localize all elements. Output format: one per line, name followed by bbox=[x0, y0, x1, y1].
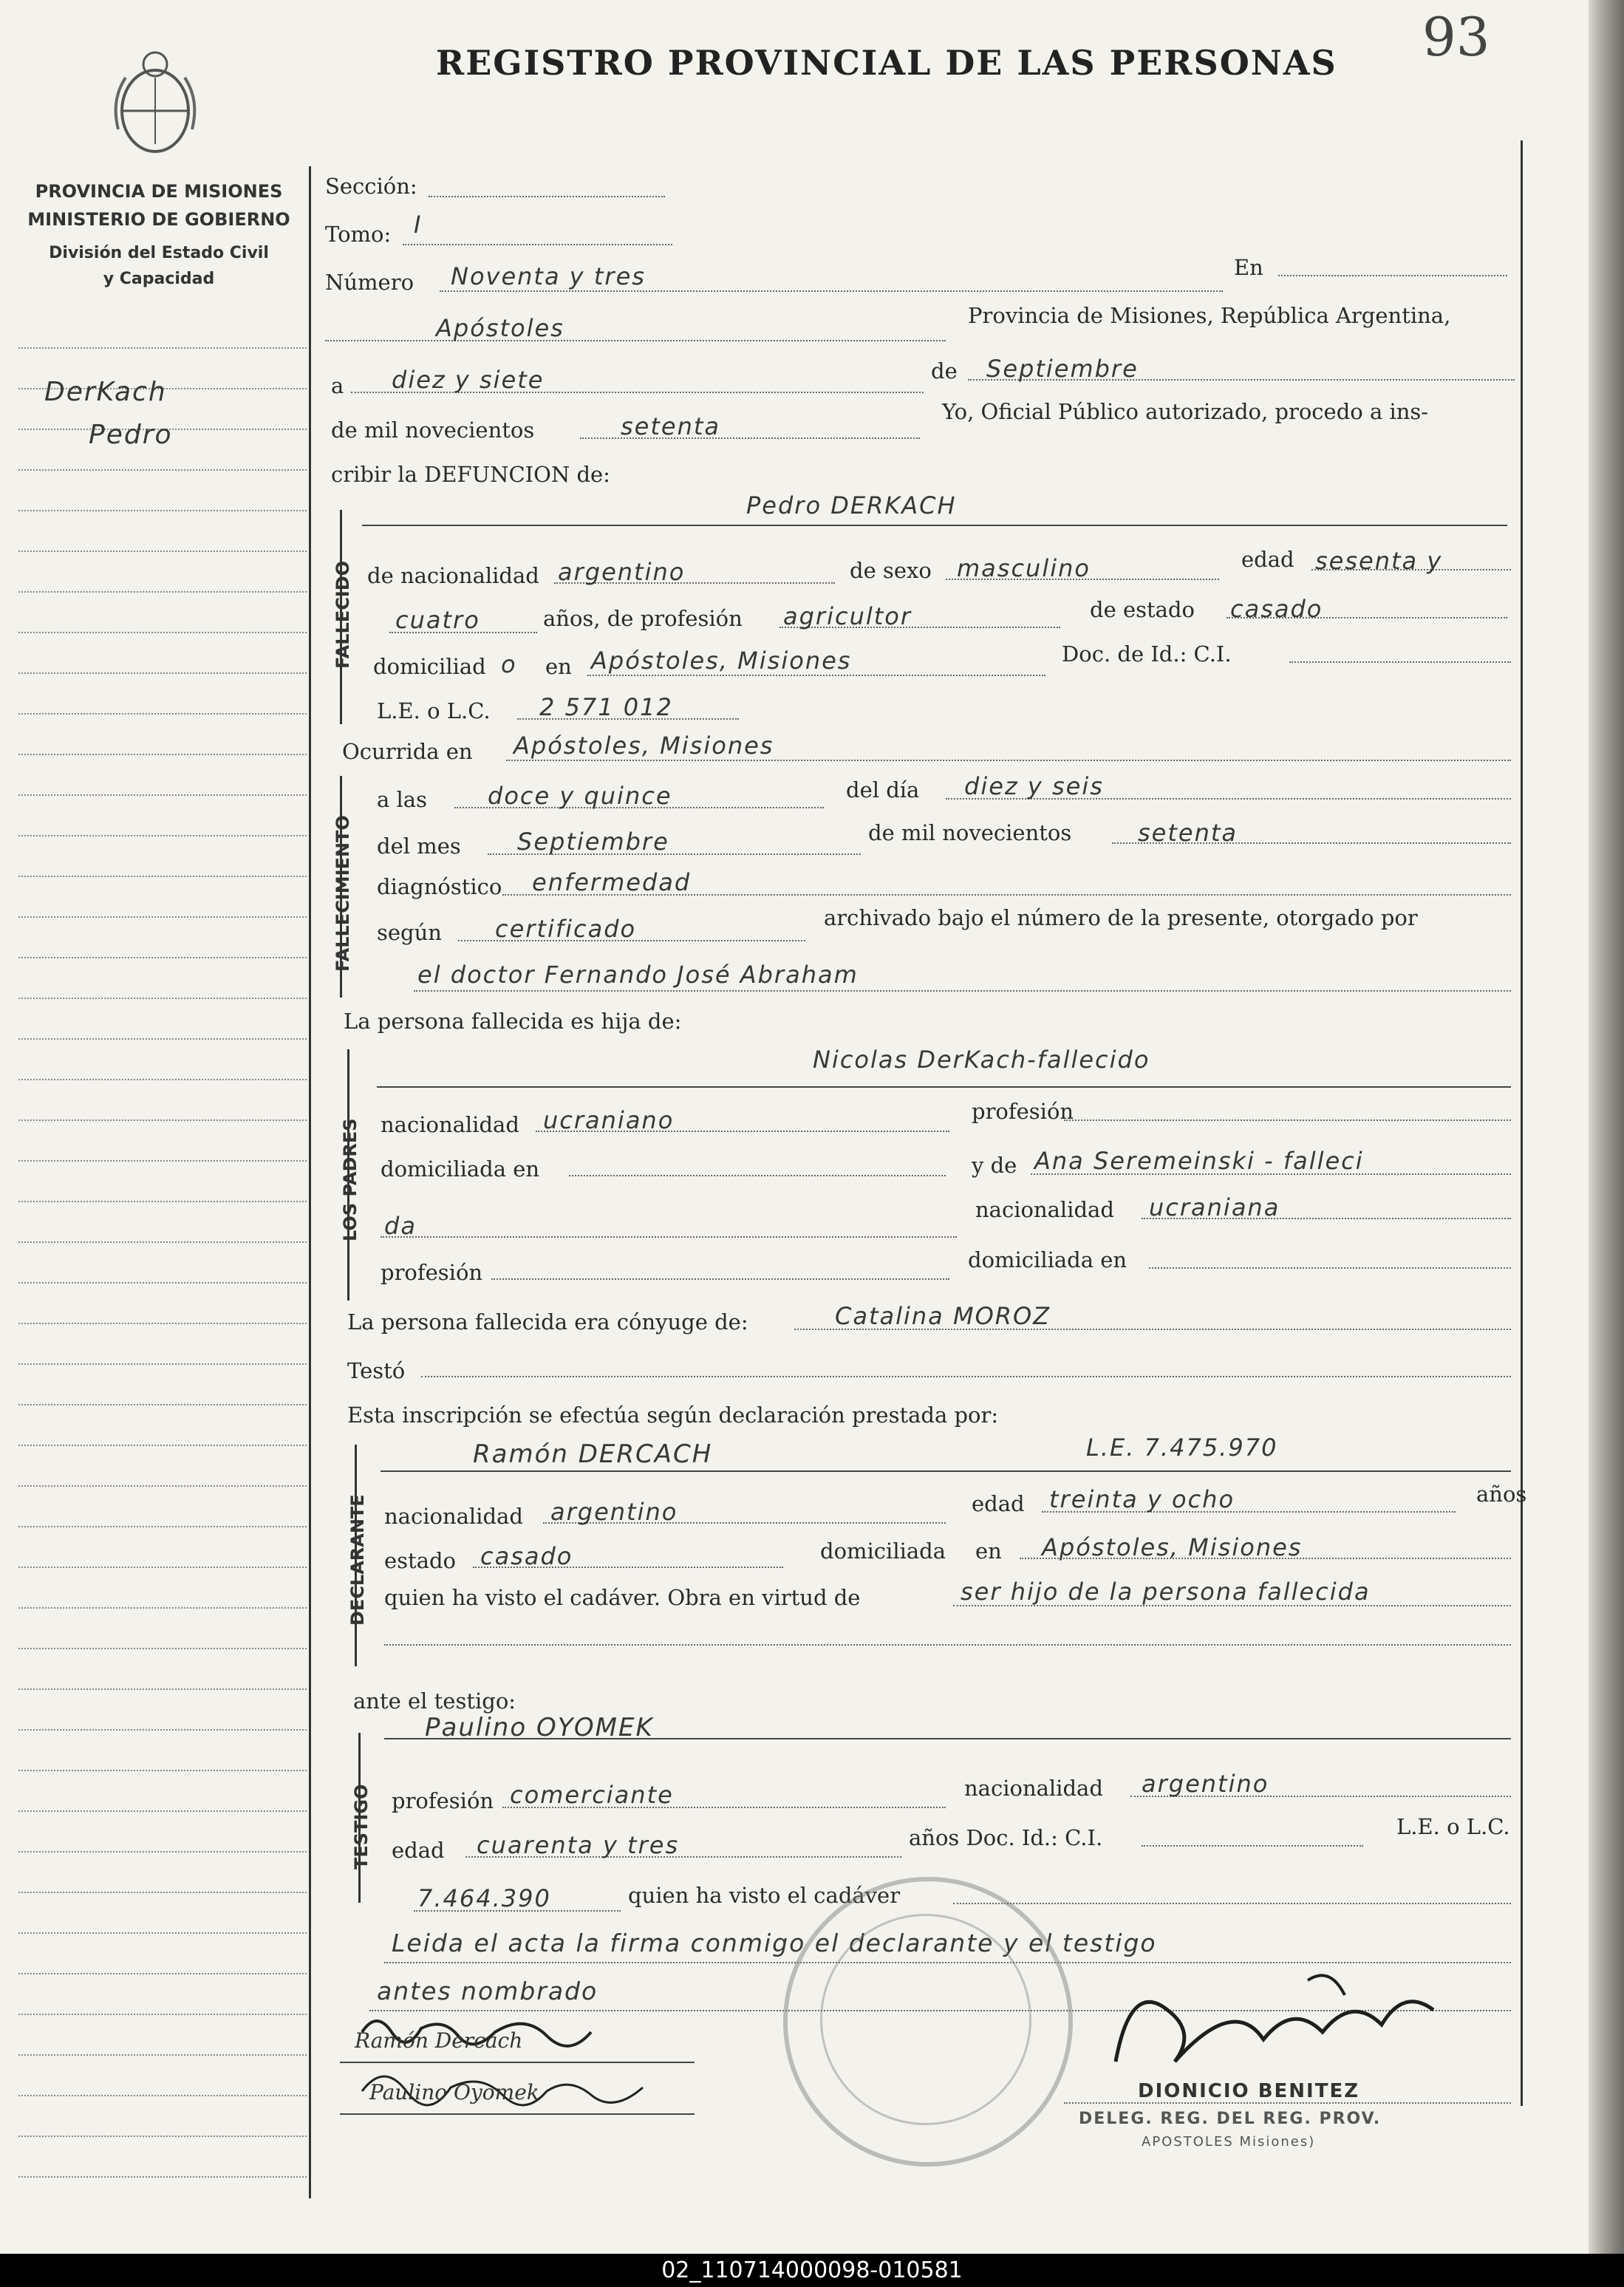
testigo-le-label: L.E. o L.C. bbox=[1396, 1814, 1510, 1839]
madre-name: Ana Seremeinski - falleci bbox=[1034, 1147, 1364, 1175]
de-mil-fallec-label: de mil novecientos bbox=[868, 820, 1072, 845]
ocurrida-field bbox=[506, 760, 1511, 761]
de-mil-label: de mil novecientos bbox=[331, 417, 535, 443]
image-footer-id: 02_110714000098-010581 bbox=[0, 2254, 1624, 2287]
margin-surname: DerKach bbox=[44, 377, 167, 407]
cribir-label: cribir la DEFUNCION de: bbox=[331, 462, 610, 487]
seccion-label: Sección: bbox=[325, 174, 417, 199]
declarante-en-label: en bbox=[975, 1538, 1002, 1564]
en-label: En bbox=[1234, 255, 1263, 280]
madre-domicilio-label: domiciliada en bbox=[968, 1247, 1127, 1272]
coat-of-arms-icon bbox=[103, 48, 207, 159]
right-frame-line bbox=[1521, 140, 1523, 2106]
declarante-anos-label: años bbox=[1476, 1482, 1527, 1507]
testigo-signature-text: Paulino Oyomek bbox=[369, 2080, 539, 2104]
declarante-virtud-value: ser hijo de la persona fallecida bbox=[961, 1578, 1371, 1606]
padre-name: Nicolas DerKach-fallecido bbox=[813, 1046, 1150, 1074]
official-title: DELEG. REG. DEL REG. PROV. bbox=[1079, 2110, 1382, 2128]
madre-nacionalidad-value: ucraniana bbox=[1149, 1193, 1280, 1221]
segun-value: certificado bbox=[495, 915, 637, 943]
del-mes-label: del mes bbox=[377, 834, 461, 859]
edad-value-a: sesenta y bbox=[1315, 547, 1443, 575]
testigo-visto-label: quien ha visto el cadáver bbox=[628, 1883, 901, 1908]
page-number: 93 bbox=[1422, 6, 1490, 68]
madre-profesion-field bbox=[491, 1278, 949, 1280]
testigo-profesion-value: comerciante bbox=[510, 1781, 674, 1809]
diagnostico-value: enfermedad bbox=[532, 868, 692, 896]
declarante-domicilio-value: Apóstoles, Misiones bbox=[1042, 1533, 1303, 1561]
madre-suffix: da bbox=[384, 1212, 417, 1240]
document-title: REGISTRO PROVINCIAL DE LAS PERSONAS bbox=[436, 43, 1337, 83]
division-subname: y Capacidad bbox=[103, 270, 215, 288]
nacionalidad-value: argentino bbox=[558, 558, 686, 586]
fallecido-name: Pedro DERKACH bbox=[746, 491, 957, 519]
anio-fallec-value: setenta bbox=[1138, 819, 1238, 847]
conyuge-label: La persona fallecida era cónyuge de: bbox=[347, 1309, 748, 1335]
book-spine bbox=[1589, 0, 1624, 2254]
signature-line-1 bbox=[340, 2062, 695, 2063]
ministry-name: MINISTERIO DE GOBIERNO bbox=[27, 209, 290, 230]
testigo-doc-field bbox=[1142, 1845, 1363, 1847]
declarante-estado-value: casado bbox=[480, 1542, 573, 1570]
numero-value: Noventa y tres bbox=[451, 262, 646, 290]
a-label: a bbox=[331, 373, 344, 398]
del-dia-label: del día bbox=[846, 777, 920, 802]
ocurrida-label: Ocurrida en bbox=[342, 739, 473, 764]
tomo-label: Tomo: bbox=[325, 222, 392, 247]
anio-value: setenta bbox=[621, 412, 721, 440]
declarante-estado-label: estado bbox=[384, 1548, 457, 1573]
testigo-profesion-label: profesión bbox=[392, 1788, 494, 1813]
declarante-domicilio-label: domiciliada bbox=[820, 1538, 946, 1564]
lugar-field-line bbox=[325, 340, 946, 341]
le-label: L.E. o L.C. bbox=[377, 698, 491, 723]
margin-name: Pedro bbox=[89, 420, 173, 450]
padre-profesion-label: profesión bbox=[972, 1099, 1074, 1124]
a-las-label: a las bbox=[377, 787, 427, 812]
ante-testigo-label: ante el testigo: bbox=[353, 1688, 516, 1714]
testo-label: Testó bbox=[347, 1358, 406, 1383]
official-signature-line bbox=[1064, 2102, 1511, 2104]
official-seal-inner-ring bbox=[820, 1914, 1031, 2125]
en-field bbox=[1278, 275, 1507, 276]
declarante-edad-label: edad bbox=[972, 1491, 1025, 1516]
le-value: 2 571 012 bbox=[539, 693, 673, 721]
declarante-section-label: DECLARANTE bbox=[347, 1494, 368, 1626]
tomo-value: I bbox=[414, 211, 423, 239]
testigo-nacionalidad-label: nacionalidad bbox=[964, 1776, 1103, 1801]
seccion-field bbox=[429, 196, 665, 197]
declarante-nacionalidad-label: nacionalidad bbox=[384, 1504, 523, 1529]
padre-name-line bbox=[377, 1086, 1511, 1088]
de-label: de bbox=[931, 358, 958, 384]
padre-nacionalidad-label: nacionalidad bbox=[381, 1112, 519, 1137]
doc-id-field bbox=[1289, 661, 1511, 663]
fallecido-section-label: FALLECIDO bbox=[332, 560, 353, 669]
inscripcion-label: Esta inscripción se efectúa según declaración prestada por: bbox=[347, 1402, 999, 1428]
edad-label: edad bbox=[1241, 547, 1294, 572]
testigo-doc-number: 7.464.390 bbox=[417, 1884, 551, 1912]
testigo-name: Paulino OYOMEK bbox=[425, 1713, 654, 1742]
signature-line-2 bbox=[340, 2113, 695, 2115]
estado-value: casado bbox=[1230, 595, 1323, 623]
doctor-value: el doctor Fernando José Abraham bbox=[417, 961, 859, 989]
ocurrida-value: Apóstoles, Misiones bbox=[514, 732, 774, 760]
profesion-label: años, de profesión bbox=[543, 606, 743, 631]
hora-value: doce y quince bbox=[488, 782, 672, 810]
madre-suffix-field bbox=[381, 1236, 957, 1238]
y-de-label: y de bbox=[972, 1153, 1017, 1178]
declarante-name: Ramón DERCACH bbox=[473, 1439, 713, 1469]
edad-value-b: cuatro bbox=[395, 606, 480, 634]
declarante-name-line bbox=[381, 1470, 1511, 1472]
testigo-nacionalidad-value: argentino bbox=[1142, 1770, 1269, 1798]
provincia-label: Provincia de Misiones, República Argentina, bbox=[968, 303, 1451, 328]
domicilio-en-label: en bbox=[545, 654, 572, 679]
dia-fallec-value: diez y seis bbox=[964, 772, 1104, 800]
testigo-doc-label: años Doc. Id.: C.I. bbox=[909, 1825, 1103, 1850]
nacionalidad-label: de nacionalidad bbox=[367, 563, 539, 588]
fallecido-name-line bbox=[362, 525, 1507, 526]
sexo-value: masculino bbox=[957, 554, 1091, 582]
numero-field-line bbox=[440, 290, 1223, 292]
official-location: APOSTOLES Misiones) bbox=[1142, 2134, 1316, 2150]
madre-profesion-label: profesión bbox=[381, 1260, 483, 1285]
segun-label: según bbox=[377, 920, 442, 945]
testigo-edad-value: cuarenta y tres bbox=[477, 1831, 680, 1859]
padres-section-label: LOS PADRES bbox=[340, 1118, 361, 1241]
quien-visto-label: quien ha visto el cadáver. Obra en virtud de bbox=[384, 1585, 861, 1610]
domiciliad-label: domiciliad bbox=[373, 654, 486, 679]
doctor-field bbox=[414, 990, 1511, 992]
padre-domicilio-label: domiciliada en bbox=[381, 1156, 540, 1182]
closing-statement-1: Leida el acta la firma conmigo el declarante y el testigo bbox=[392, 1929, 1157, 1957]
declarante-edad-value: treinta y ocho bbox=[1049, 1485, 1235, 1513]
testigo-visto-field bbox=[953, 1903, 1511, 1904]
mes-value: Septiembre bbox=[986, 355, 1139, 383]
province-name: PROVINCIA DE MISIONES bbox=[35, 181, 283, 202]
hija-de-label: La persona fallecida es hija de: bbox=[344, 1009, 682, 1034]
conyuge-value: Catalina MOROZ bbox=[835, 1302, 1051, 1330]
oficial-label: Yo, Oficial Público autorizado, procedo a ins- bbox=[942, 399, 1429, 424]
testigo-edad-label: edad bbox=[392, 1838, 445, 1863]
declarante-signature-text: Ramón Dercach bbox=[355, 2028, 523, 2053]
profesion-value: agricultor bbox=[783, 602, 912, 630]
declarante-nacionalidad-value: argentino bbox=[550, 1498, 678, 1526]
tomo-field-line bbox=[403, 244, 672, 245]
sexo-label: de sexo bbox=[850, 558, 932, 583]
testigo-section-label: TESTIGO bbox=[351, 1784, 372, 1870]
official-name: DIONICIO BENITEZ bbox=[1138, 2080, 1360, 2102]
official-signature bbox=[1086, 1951, 1470, 2099]
declarante-extra-line bbox=[384, 1644, 1511, 1646]
mes-fallec-value: Septiembre bbox=[517, 828, 669, 856]
madre-domicilio-field bbox=[1149, 1267, 1511, 1269]
padre-profesion-field bbox=[1064, 1119, 1511, 1121]
domicilio-value: Apóstoles, Misiones bbox=[591, 647, 852, 675]
lugar-value: Apóstoles bbox=[436, 314, 564, 342]
estado-label: de estado bbox=[1090, 597, 1195, 622]
numero-label: Número bbox=[325, 270, 414, 295]
archivado-label: archivado bajo el número de la presente, otorgado por bbox=[824, 905, 1418, 930]
testo-field bbox=[421, 1376, 1511, 1377]
declarante-doc: L.E. 7.475.970 bbox=[1086, 1434, 1278, 1462]
domicilio-suffix: o bbox=[501, 650, 517, 678]
padre-nacionalidad-value: ucraniano bbox=[543, 1106, 675, 1134]
dia-value: diez y siete bbox=[392, 366, 545, 394]
fallecimiento-section-label: FALLECIMIENTO bbox=[332, 815, 353, 972]
closing-statement-2: antes nombrado bbox=[377, 1977, 598, 2005]
diagnostico-label: diagnóstico bbox=[377, 874, 502, 899]
domicilio-field bbox=[587, 675, 1045, 676]
doc-id-label: Doc. de Id.: C.I. bbox=[1062, 641, 1232, 667]
left-frame-line bbox=[309, 166, 311, 2198]
division-name: División del Estado Civil bbox=[49, 244, 269, 262]
madre-nacionalidad-label: nacionalidad bbox=[975, 1197, 1114, 1222]
padre-domicilio-field bbox=[569, 1175, 946, 1176]
